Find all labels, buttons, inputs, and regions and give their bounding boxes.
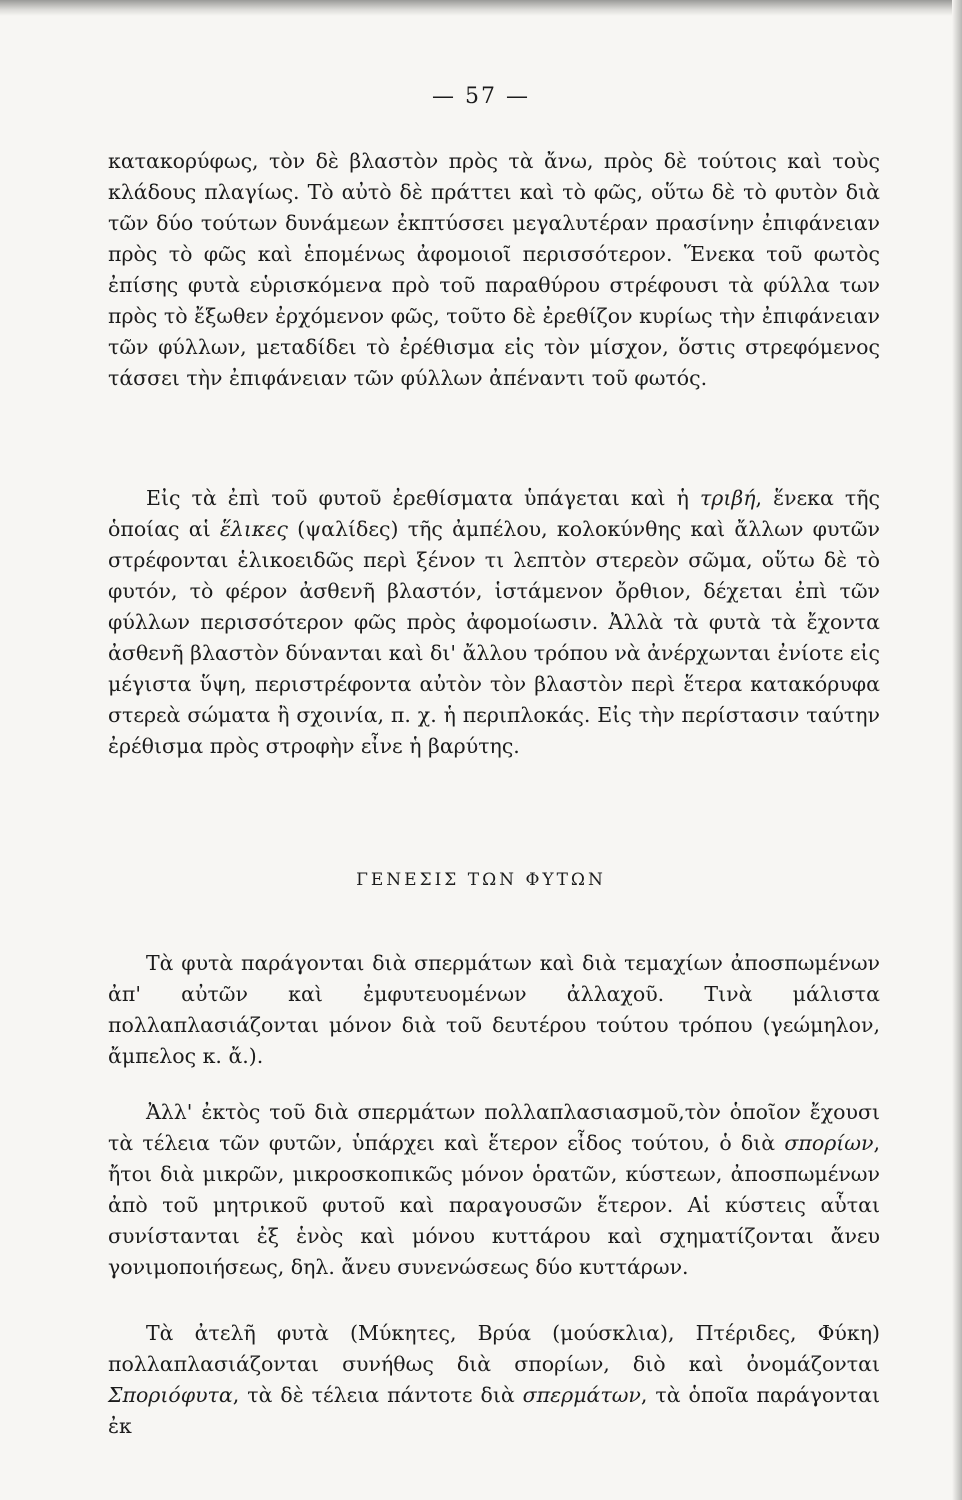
- paragraph-text: Τὰ φυτὰ παράγονται διὰ σπερμάτων καὶ διὰ τεμαχίων ἀποσπωμένων ἀπ' αὐτῶν καὶ ἐμφυτευομένων ἀλλαχοῦ. Τινὰ μάλιστα πολλαπλασιάζονται μόνον διὰ τοῦ δευτέρου τούτου τρόπου (γεώμηλον, ἄμπελος κ. ἄ.).: [108, 951, 880, 1068]
- section-heading: ΓΕΝΕΣΙΣ ΤΩΝ ΦΥΤΩΝ: [356, 870, 606, 890]
- scan-top-edge: [0, 0, 962, 16]
- paragraph-imperfect-plants: [108, 1318, 880, 1442]
- paragraph-text: Τὰ ἀτελῆ φυτὰ (Μύκητες, Βρύα (μούσκλια), Πτέριδες, Φύκη) πολλαπλασιάζονται συνήθως διὰ σπορίων, διὸ καὶ ὀνομάζονται Σποριόφυτα, τὰ δὲ τέλεια πάντοτε διὰ σπερμάτων, τὰ ὁποῖα παράγονται ἐκ: [108, 1321, 881, 1438]
- paragraph-text: Ἀλλ' ἐκτὸς τοῦ διὰ σπερμάτων πολλαπλασιασμοῦ,τὸν ὁποῖον ἔχουσι τὰ τέλεια τῶν φυτῶν, ὑπάρχει καὶ ἕτερον εἶδος τούτου, ὁ διὰ σπορίων, ἤτοι διὰ μικρῶν, μικροσκοπικῶς μόνον ὁρατῶν, κύστεων, ἀποσπωμένων ἀπὸ τοῦ μητρικοῦ φυτοῦ καὶ παραγουσῶν ἕτερον. Αἱ κύστεις αὗται συνίστανται ἐξ ἑνὸς καὶ μόνου κυττάρου καὶ σχηματίζονται ἄνευ γονιμοποιήσεως, δηλ. ἄνευ συνενώσεως δύο κυττάρων.: [108, 1100, 880, 1279]
- page-number: — 57 —: [432, 84, 530, 109]
- paragraph-text: Εἰς τὰ ἐπὶ τοῦ φυτοῦ ἐρεθίσματα ὑπάγεται καὶ ἡ τριβή, ἕνεκα τῆς ὁποίας αἱ ἕλικες (ψαλίδες) τῆς ἀμπέλου, κολοκύνθης καὶ ἄλλων φυτῶν στρέφονται ἑλικοειδῶς περὶ ξένον τι λεπτὸν στερεὸν σῶμα, οὕτω δὲ τὸ φυτόν, τὸ φέρον ἀσθενῆ βλαστόν, ἱστάμενον ὄρθιον, δέχεται ἐπὶ τῶν φύλλων περισσότερον φῶς πρὸς ἀφομοίωσιν. Ἀλλὰ τὰ φυτὰ τὰ ἔχοντα ἀσθενῆ βλαστὸν δύνανται καὶ δι' ἄλλου τρόπου νὰ ἀνέρχωνται ἐνίοτε εἰς μέγιστα ὕψη, περιστρέφοντα αὐτὸν τὸν βλαστὸν περὶ ἕτερα κατακόρυφα στερεὰ σώματα ἢ σχοινία, π. χ. ἡ περιπλοκάς. Εἰς τὴν περίστασιν ταύτην ἐρέθισμα πρὸς στροφὴν εἶνε ἡ βαρύτης.: [108, 486, 880, 758]
- paragraph-stimuli: [108, 483, 880, 762]
- paragraph-reproduction: [108, 948, 880, 1072]
- paragraph-continuation: [108, 146, 880, 394]
- paragraph-text: κατακορύφως, τὸν δὲ βλαστὸν πρὸς τὰ ἄνω, πρὸς δὲ τούτοις καὶ τοὺς κλάδους πλαγίως. Τὸ αὐτὸ δὲ πράττει καὶ τὸ φῶς, οὕτω δὲ τὸ φυτὸν διὰ τῶν δύο τούτων δυνάμεων ἐκπτύσσει μεγαλυτέραν πρασίνην ἐπιφάνειαν πρὸς τὸ φῶς καὶ ἑπομένως ἀφομοιοῖ περισσότερον. Ἕνεκα τοῦ φωτὸς ἐπίσης φυτὰ εὑρισκόμενα πρὸ τοῦ παραθύρου στρέφουσι τὰ φύλλα των πρὸς τὸ ἔξωθεν ἐρχόμενον φῶς, τοῦτο δὲ ἐρεθίζον κυρίως τὴν ἐπιφάνειαν τῶν φύλλων, μεταδίδει τὸ ἐρέθισμα εἰς τὸν μίσχον, ὅστις στρεφόμενος τάσσει τὴν ἐπιφάνειαν τῶν φύλλων ἀπέναντι τοῦ φωτός.: [108, 149, 880, 390]
- paragraph-spores: [108, 1097, 880, 1283]
- scan-right-edge: [952, 0, 962, 1500]
